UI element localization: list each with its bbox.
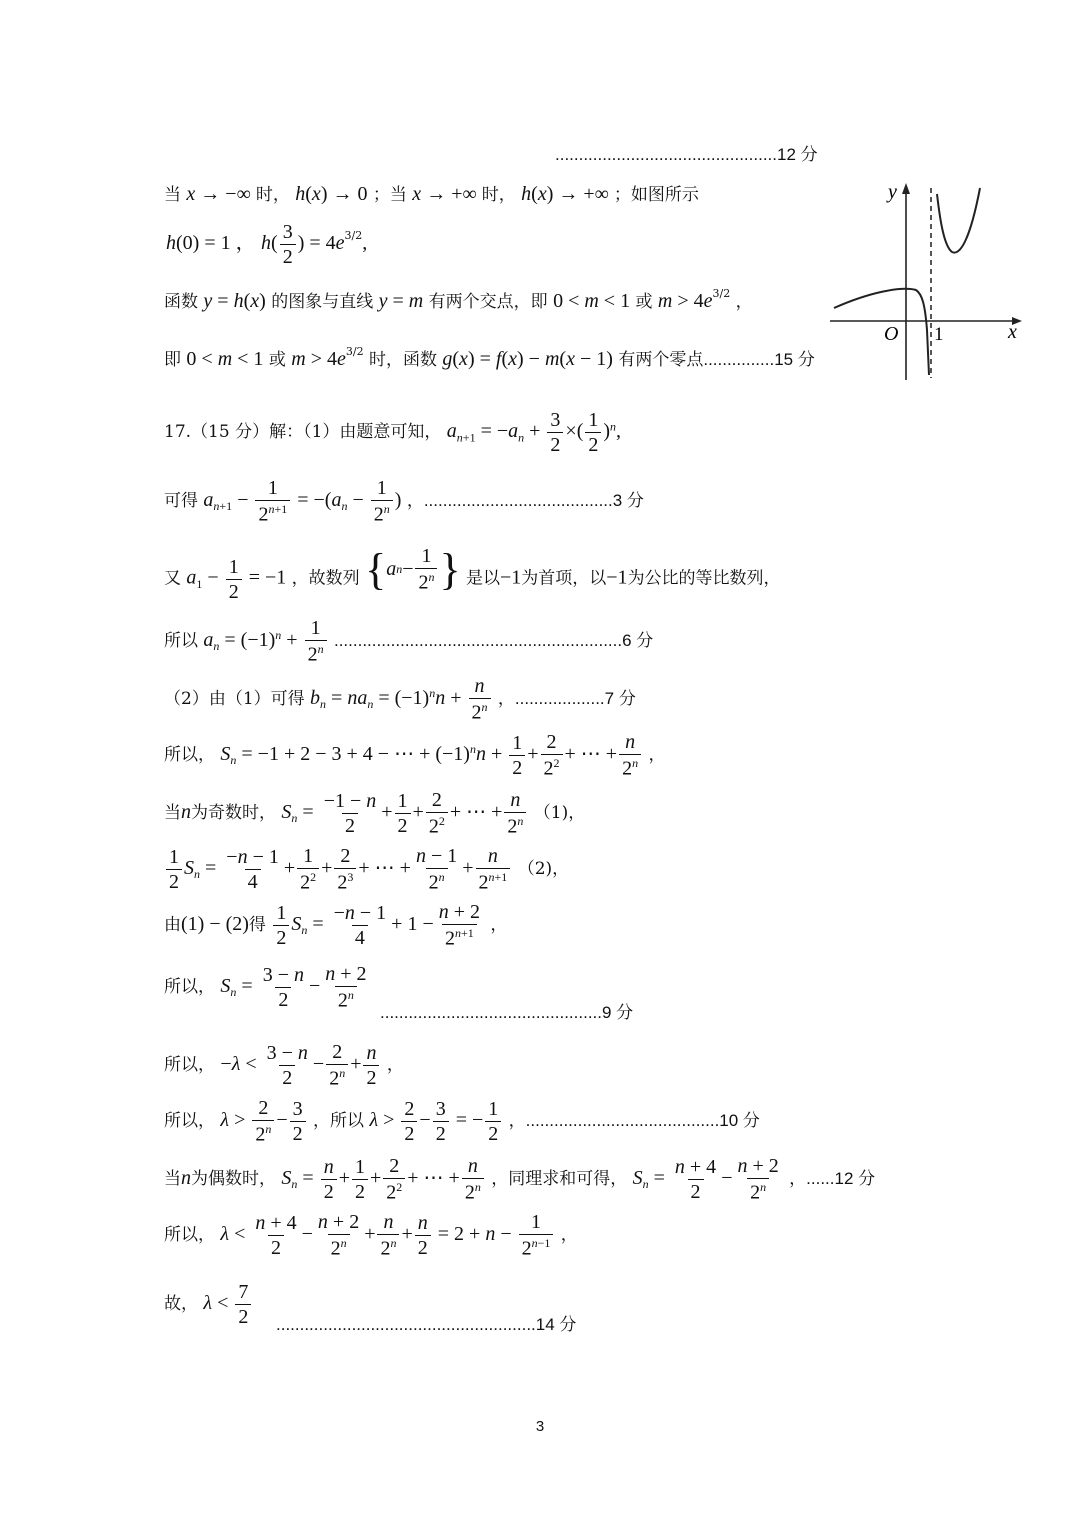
geometric-line: 又 $a_1$ − $\frac{1}{2}$ = −1 ，故数列 { a n − $\frac{1}{2^n}$ } 是以−1为首项，以−1为公比的等比数列， xyxy=(164,544,781,603)
lambda-odd-line: 所以， λ > $\frac{2}{2^n}$ − $\frac{3}{2}$ ，所以 λ > $\frac{2}{2}$ − $\frac{3}{2}$ = − $\frac{1}{2}$ ，.........................................10 分 xyxy=(164,1097,760,1146)
x-axis-label: x xyxy=(1008,321,1017,343)
y-axis-label: y xyxy=(888,181,897,203)
page-number: 3 xyxy=(535,1418,545,1435)
score-12-top: ...............................................12 分 xyxy=(555,145,818,164)
recurrence-line: 可得 $a_{n+1}$ − $\frac{1}{2^{n+1}}$ = $-(a_n$ − $\frac{1}{2^n}$ ) ，........................................3 分 xyxy=(164,477,644,526)
half-sn-line: $\frac{1}{2}$ $S_n$ = $\frac{-n - 1}{4}$ + $\frac{1}{2^2}$ + $\frac{2}{2^3}$ + ⋯ + $\frac{n - 1}{2^n}$ + $\frac{n}{2^{n+1}}$ （2)， xyxy=(164,846,569,893)
q17-heading: 17.（15 分）解：（1）由题意可知， $a_{n+1} = -a_n$ + $\frac{3}{2}$ ×( $\frac{1}{2}$ )$^n$, xyxy=(164,409,622,456)
intersection-line: 函数 y = h(x) 的图象与直线 y = m 有两个交点，即 0 < m < 1 或 $m > 4e^{3/2}$ ， xyxy=(164,287,753,312)
even-case-line: 当n为偶数时， $S_n$ = $\frac{n}{2}$ + $\frac{1}{2}$ + $\frac{2}{2^2}$ + ⋯ + $\frac{n}{2^n}$ ，同理求和可得， $S_n$ = $\frac{n + 4}{2}$ − $\frac{n + 2}{2^n}$ ，......12 分 xyxy=(164,1155,876,1204)
sn-sum-line: 所以， $S_n = -1 + 2 - 3 + 4$ − ⋯ + $(-1)^nn$ + $\frac{1}{2}$ + $\frac{2}{2^2}$ + ⋯ + $\frac{n}{2^n}$ ， xyxy=(164,731,666,780)
lambda-ineq-line: 所以， −λ < $\frac{3 - n}{2}$ − $\frac{2}{2^n}$ + $\frac{n}{2}$ ， xyxy=(164,1041,404,1090)
h-values-line: h(0) = 1 ， h( $\frac{3}{2}$ ) = $4e^{3/2}$, xyxy=(166,221,368,268)
conclusion-line: 故， λ < $\frac{7}{2}$ xyxy=(164,1282,253,1327)
lambda-even-line: 所以， λ < $\frac{n + 4}{2}$ − $\frac{n + 2}{2^n}$ + $\frac{n}{2^n}$ + $\frac{n}{2}$ = 2 + n − $\frac{1}{2^{n-1}}$ ， xyxy=(164,1211,578,1260)
limits-line: 当 x → −∞ 时， h(x) → 0 ；当 x → +∞ 时， h(x) → +∞ ；如图所示 xyxy=(164,183,699,205)
score-14: .......................................................14 分 xyxy=(276,1315,577,1334)
odd-case-line: 当n为奇数时， $S_n$ = $\frac{-1 - n}{2}$ + $\frac{1}{2}$ + $\frac{2}{2^2}$ + ⋯ + $\frac{n}{2^n}$ （1)， xyxy=(164,789,586,838)
an-formula-line: 所以 $a_n = (-1)^n$ + $\frac{1}{2^n}$ .............................................................6 分 xyxy=(164,617,654,666)
sn-odd-result-line: 所以， $S_n$ = $\frac{3 - n}{2}$ − $\frac{n + 2}{2^n}$ xyxy=(164,963,367,1012)
function-graph xyxy=(830,180,1050,385)
zeros-line: 即 0 < m < 1 或 $m > 4e^{3/2}$ 时，函数 g(x) = f(x) − m(x − 1) 有两个零点...............15 分 xyxy=(164,345,815,370)
origin-label: O xyxy=(884,323,899,345)
score-9: ...............................................9 分 xyxy=(380,1003,634,1022)
subtract-line: 由(1) − (2)得 $\frac{1}{2}$ $S_n$ = $\frac{-n - 1}{4}$ + 1 − $\frac{n + 2}{2^{n+1}}$ ， xyxy=(164,901,508,950)
tick-one-label: 1 xyxy=(934,324,944,345)
bn-line: （2）由（1）可得 $b_n = na_n = (-1)^nn$ + $\frac{n}{2^n}$ ，...................7 分 xyxy=(164,675,636,724)
